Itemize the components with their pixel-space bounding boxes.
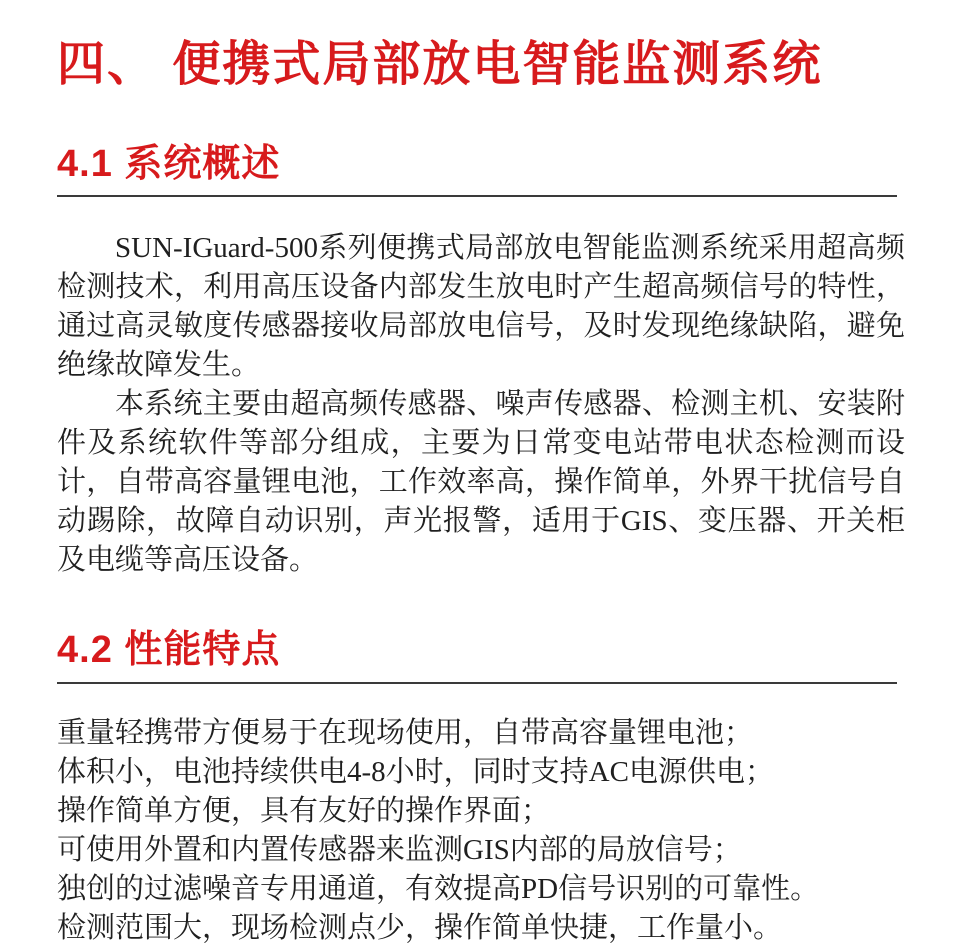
overview-paragraph-2: 本系统主要由超高频传感器、噪声传感器、检测主机、安装附件及系统软件等部分组成，主要为日常变电站带电状态检测而设计，自带高容量锂电池，工作效率高，操作简单，外界干扰信号自动踢除，故障自动识别，声光报警，适用于GIS、变压器、开关柜及电缆等高压设备。 bbox=[57, 388, 905, 577]
section-system-overview bbox=[57, 142, 905, 581]
feature-list bbox=[57, 714, 905, 948]
section-divider bbox=[57, 195, 897, 197]
chapter-title: 四、 便携式局部放电智能监测系统 bbox=[57, 38, 823, 91]
feature-item: 独创的过滤噪音专用通道，有效提高PD信号识别的可靠性。 bbox=[57, 872, 820, 905]
overview-paragraph-1: SUN-IGuard-500系列便携式局部放电智能监测系统采用超高频检测技术，利用高压设备内部发生放电时产生超高频信号的特性，通过高灵敏度传感器接收局部放电信号，及时发现绝缘缺陷，避免绝缘故障发生。 bbox=[57, 232, 905, 382]
section-divider bbox=[57, 682, 897, 684]
section-performance-features bbox=[57, 628, 905, 948]
feature-item: 重量轻携带方便易于在现场使用，自带高容量锂电池； bbox=[57, 716, 754, 749]
feature-item: 检测范围大，现场检测点少，操作简单快捷，工作量小。 bbox=[57, 911, 783, 944]
section-heading-4-1: 4.1 系统概述 bbox=[57, 142, 281, 185]
feature-item: 操作简单方便，具有友好的操作界面； bbox=[57, 794, 551, 827]
feature-item: 体积小，电池持续供电4-8小时，同时支持AC电源供电； bbox=[57, 755, 774, 788]
section-heading-4-2: 4.2 性能特点 bbox=[57, 629, 281, 672]
feature-item: 可使用外置和内置传感器来监测GIS内部的局放信号； bbox=[57, 833, 742, 866]
